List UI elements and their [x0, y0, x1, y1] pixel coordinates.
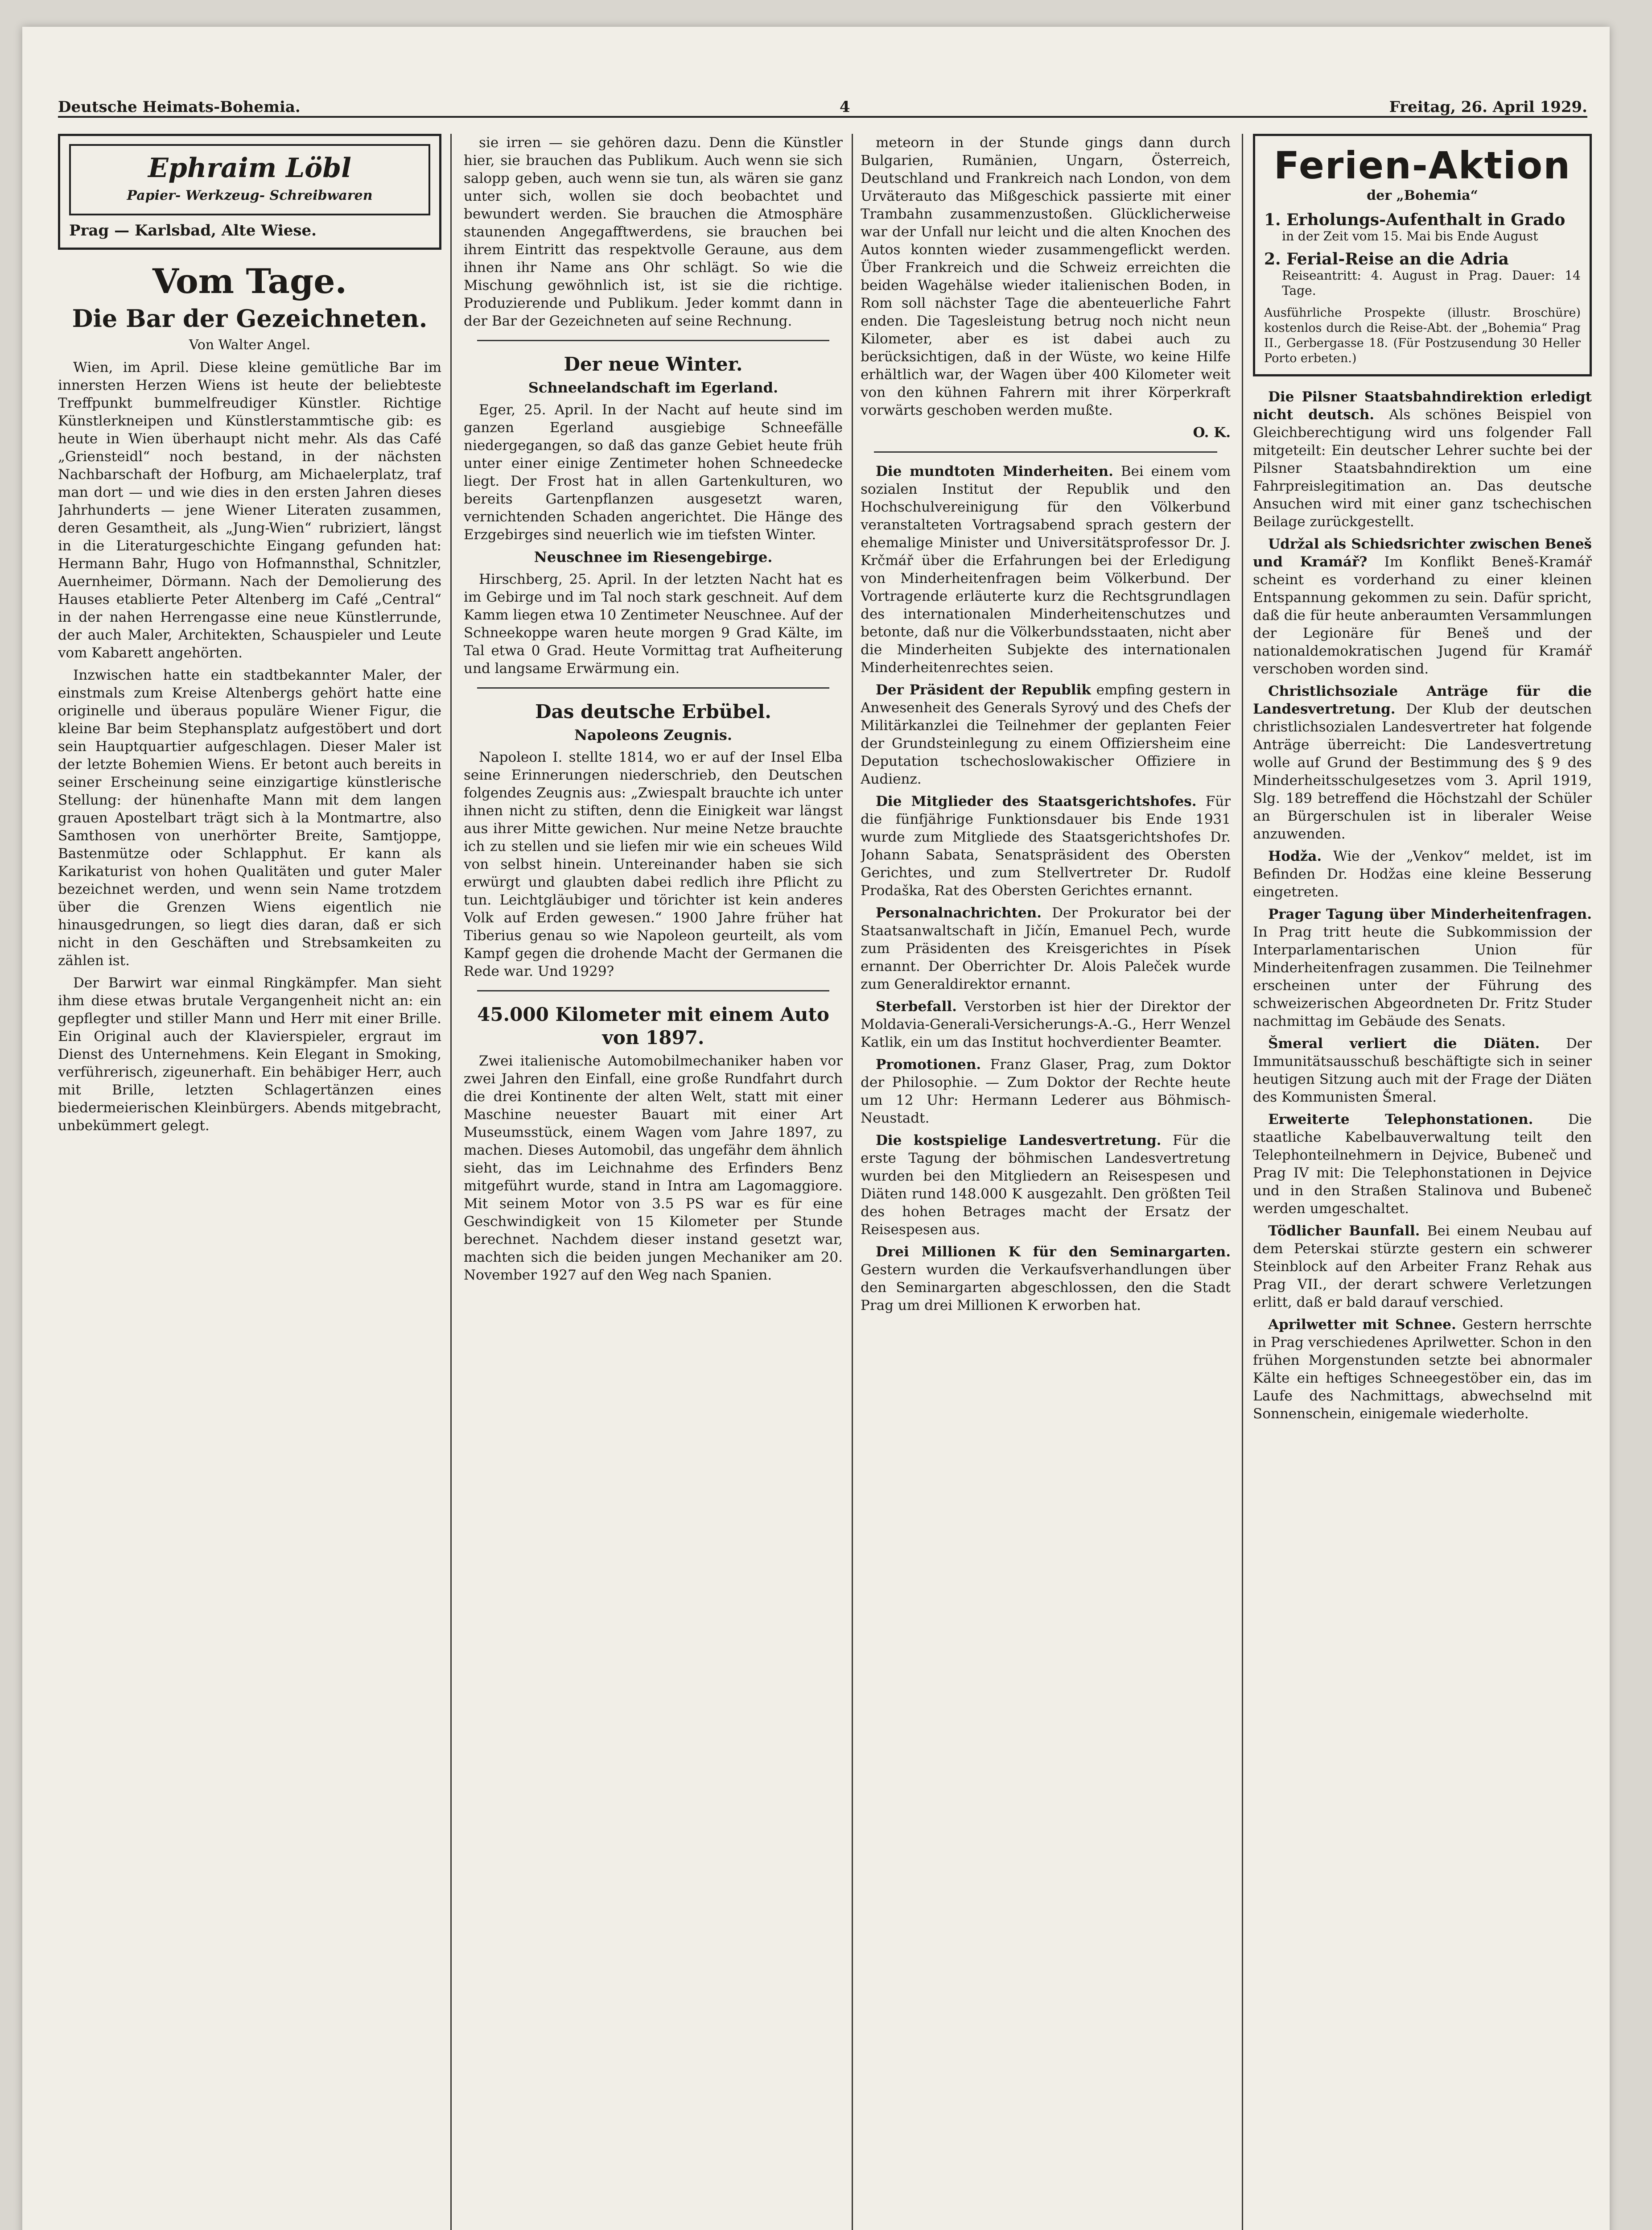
news-item	[861, 1056, 1231, 1127]
column-rule	[1242, 134, 1243, 2230]
section-title: Vom Tage.	[152, 261, 347, 301]
news-text: Für die erste Tagung der böhmischen Landesvertretung wurden bei den Mitgliedern an Reisespesen und Diäten rund 148.000 K ausgezahlt. Den größten Teil des hohen Betrages macht der Ersatz der Reisespesen aus.	[861, 1132, 1231, 1238]
article-paragraph: meteorn in der Stunde gings dann durch Bulgarien, Rumänien, Ungarn, Österreich, Deutschland und Frankreich nach London, von dem Urväterauto das Mißgeschick passierte mit einer Trambahn zusammenzustoßen. Glücklicherweise war der Unfall nur leicht und die alten Knochen des Autos konnten wieder zusammengeflickt werden. Über Frankreich und die Schweiz erreichten die beiden Wagehälse wieder italienischen Boden, in Rom soll nächster Tage die abenteuerliche Fahrt enden. Die Tagesleistung betrug noch nicht neun Kilometer, aber es ist dabei auch zu berücksichtigen, daß in der Wüste, wo keine Hilfe erhältlich war, der Wagen über 400 Kilometer weit von den kühnen Fahrern mit ihrer Körperkraft vorwärts geschoben werden mußte.	[861, 135, 1231, 418]
news-lead: Tödlicher Baunfall.	[1268, 1223, 1420, 1239]
news-text: Der Klub der deutschen christlichsozialen Landesvertreter hat folgende Anträge überreicht: Die Landesvertretung wolle auf Grund der Bestimmung des § 9 des Minderheitsschulgesetzes vom 3. April 1919, Slg. 189 betreffend die Höchstzahl der Schüler an Bürgerschulen ist in liberaler Weise anzuwenden.	[1253, 701, 1592, 842]
article-paragraph: Eger, 25. April. In der Nacht auf heute sind im ganzen Egerland ausgiebige Schneefälle niedergegangen, so daß das ganze Gebiet heute früh unter einer einige Zentimeter hohen Schneedecke liegt. Der Frost hat in allen Gartenkulturen, wo bereits Gartenpflanzen ausgesetzt waren, vernichtenden Schaden angerichtet. Die Hänge des Erzgebirges sind neuerlich wie im tiefsten Winter.	[464, 402, 843, 543]
page-header	[58, 85, 1587, 118]
separator	[874, 451, 1217, 453]
news-item	[1253, 1035, 1592, 1106]
article-subtitle: Neuschnee im Riesengebirge.	[534, 549, 773, 566]
news-text: Der Prokurator bei der Staatsanwaltschaft in Jičín, Emanuel Pech, wurde zum Präsidenten des Kreisgerichtes in Písek ernannt. Der Oberrichter Dr. Alois Paleček wurde zum Generaldirektor ernannt.	[861, 905, 1231, 992]
news-text: Die staatliche Kabelbauverwaltung teilt den Telephonteilnehmern in Dejvice, Bubeneč und Prag IV mit: Die Telephonstationen in Dejvice und in den Straßen Stalinova und Bubeneč werden umgeschaltet.	[1253, 1111, 1592, 1217]
loebl-logo-name: Ephraim Löbl	[148, 153, 351, 184]
column-1	[58, 134, 441, 2230]
header-date: Freitag, 26. April 1929.	[1389, 98, 1587, 116]
loebl-logo	[69, 144, 430, 215]
header-page-number: 4	[839, 98, 850, 116]
ferien-footer: Ausführliche Prospekte (illustr. Broschüre) kostenlos durch die Reise-Abt. der „Bohemia“ Prag II., Gerbergasse 18. (Für Postzusendung 30 Heller Porto erbeten.)	[1264, 306, 1581, 365]
news-text: Gestern wurden die Verkaufsverhandlungen über den Seminargarten abgeschlossen, den die Stadt Prag um drei Millionen K erworben hat.	[861, 1262, 1231, 1313]
column-4	[1253, 134, 1592, 2230]
news-text: Als schönes Beispiel von Gleichberechtigung wird uns folgender Fall mitgeteilt: Ein deutscher Lehrer suchte bei der Pilsner Staatsbahndirektion um eine Fahrpreislegitimation an. Das deutsche Ansuchen wird mit einer ganz tschechischen Beilage zurückgestellt.	[1253, 407, 1592, 530]
news-item	[1253, 1316, 1592, 1423]
article-title: Der neue Winter.	[564, 353, 743, 375]
news-text: Verstorben ist hier der Direktor der Moldavia-Generali-Versicherungs-A.-G., Herr Wenzel Katlik, ein um das Institut hochverdienter Beamter.	[861, 999, 1231, 1050]
header-paper-name: Deutsche Heimats-Bohemia.	[58, 98, 301, 116]
article-subtitle: Napoleons Zeugnis.	[574, 727, 732, 743]
news-item	[861, 681, 1231, 788]
news-lead: Šmeral verliert die Diäten.	[1268, 1036, 1540, 1052]
column-rule	[450, 134, 452, 2230]
article-title: 45.000 Kilometer mit einem Auto von 1897.	[477, 1004, 829, 1049]
newspaper-page	[22, 27, 1610, 2230]
news-text: In Prag tritt heute die Subkommission der Interparlamentarischen Union für Minderheitenfragen zusammen. Die Teilnehmer erscheinen unter der Führung des schweizerischen Abgeordneten Dr. Fritz Studer nachmittag im Gebäude des Senats.	[1253, 924, 1592, 1029]
article-signature: O. K.	[1193, 425, 1231, 441]
separator	[477, 340, 829, 341]
separator	[477, 990, 829, 991]
news-lead: Aprilwetter mit Schnee.	[1268, 1317, 1456, 1333]
article-paragraph: sie irren — sie gehören dazu. Denn die Künstler hier, sie brauchen das Publikum. Auch wenn sie sich salopp geben, auch wenn sie tun, als wären sie ganz unter sich, wollen sie doch beobachtet und bewundert werden. Sie brauchen die Atmosphäre staunenden Angegafftwerdens, sie brauchen bei ihrem Eintritt das respektvolle Geraune, aus dem ihnen ihr Name ans Ohr schlägt. So wie die Mischung gewöhnlich ist, ist sie die richtige. Produzierende und Publikum. Jeder kommt dann in der Bar der Gezeichneten auf seine Rechnung.	[464, 135, 843, 329]
news-lead: Hodža.	[1268, 848, 1322, 864]
article-paragraph: Wien, im April. Diese kleine gemütliche Bar im innersten Herzen Wiens ist heute der beliebteste Treffpunkt bummelfreudiger Künstler. Richtige Künstlerkneipen und Künstlerstammtische gib: es heute in Wien überhaupt nicht mehr. Als das Café „Griensteidl“ noch bestand, in der nächsten Nachbarschaft der Hofburg, am Michaelerplatz, traf man dort — und wie dies in den ersten Jahren dieses Jahrhunderts — jene Wiener Literaten zusammen, deren Gesamtheit, als „Jung-Wien“ rubriziert, längst in die Literaturgeschichte Eingang gefunden hat: Hermann Bahr, Hugo von Hofmannsthal, Schnitzler, Auernheimer, Dörmann. Nach der Demolierung des Hauses etablierte Peter Altenberg im Café „Central“ in der nahen Herrengasse eine neue Künstlerrunde, der auch Maler, Architekten, Schauspieler und Leute vom Kabarett angehörten.	[58, 359, 441, 661]
ferien-item-1: 1. Erholungs-Aufenthalt in Grado	[1264, 211, 1565, 229]
column-rule	[852, 134, 853, 2230]
news-item	[861, 998, 1231, 1051]
news-item	[861, 793, 1231, 900]
news-text: Im Konflikt Beneš-Kramář scheint es vorderhand zu einer kleinen Entspannung gekommen zu sein. Dafür spricht, daß die für heute anberaumten Versammlungen der Legionäre für Beneš und der nationaldemokratischen Jugend für Kramář verschoben worden sind.	[1253, 554, 1592, 677]
news-lead: Die kostspielige Landesvertretung.	[876, 1132, 1162, 1148]
column-3	[861, 134, 1231, 2230]
news-item	[861, 904, 1231, 993]
ferien-item-1-detail: in der Zeit vom 15. Mai bis Ende August	[1282, 229, 1538, 244]
news-text: Für die fünfjährige Funktionsdauer bis Ende 1931 wurde zum Mitgliede des Staatsgerichtshofes Dr. Johann Sabata, Senatspräsident des Obersten Gerichtes, und zum Stellvertreter Dr. Rudolf Prodaška, Rat des Obersten Gerichtes ernannt.	[861, 793, 1231, 899]
news-lead: Promotionen.	[876, 1057, 981, 1073]
news-item	[1253, 905, 1592, 1030]
article-paragraph: Inzwischen hatte ein stadtbekannter Maler, der einstmals zum Kreise Altenbergs gehört hatte eine originelle und überaus populäre Wiener Figur, die kleine Bar beim Stephansplatz aufgestöbert und dort sein Hauptquartier aufgeschlagen. Dieser Maler ist der letzte Bohemien Wiens. Er betont auch bereits in seiner Erscheinung seine einzigartige künstlerische Stellung: der hünenhafte Mann mit dem langen grauen Apostelbart trägt sich à la Montmartre, also Samthosen von unerhörter Breite, Samtjoppe, Bastenmütze oder Schlapphut. Er kann als Karikaturist von hohen Qualitäten und guter Maler bezeichnet werden, und wenn sein Name trotzdem über die Grenzen Wiens eigentlich nie hinausgedrungen, so liegt dies daran, daß er sich nicht in den Geschäften und Strebsamkeiten zu zählen ist.	[58, 667, 441, 969]
news-lead: Udržal als Schiedsrichter zwischen Beneš und Kramář?	[1253, 536, 1592, 570]
news-lead: Drei Millionen K für den Seminargarten.	[876, 1244, 1231, 1260]
ferien-item-2-detail: Reiseantritt: 4. August in Prag. Dauer: 14 Tage.	[1282, 268, 1581, 298]
news-text: Gestern herrschte in Prag verschiedenes Aprilwetter. Schon in den frühen Morgenstunden setzte bei abnormaler Kälte ein heftiges Schneegestöber ein, das im Laufe des Nachmittags, abwechselnd mit Sonnenschein, einigemale wiederholte.	[1253, 1317, 1592, 1422]
loebl-advertisement	[58, 134, 441, 250]
news-item	[1253, 535, 1592, 678]
news-item	[1253, 1222, 1592, 1311]
news-item	[1253, 847, 1592, 901]
article-byline: Von Walter Angel.	[189, 337, 311, 353]
news-text: Bei einem vom sozialen Institut der Republik und den Hochschulvereinigung für den Völkerbund veranstalteten Vortragsabend sprach gestern der ehemalige Minister und Universitätsprofessor Dr. J. Krčmář über die Erfahrungen bei der Erledigung von Minderheitenfragen beim Völkerbund. Der Vortragende erläuterte kurz die Rechtsgrundlagen des internationalen Minderheitenschutzes und betonte, daß nur die Völkerbundsstaaten, nicht aber die Minderheiten Subjekte des internationalen Minderheitenrechtes seien.	[861, 463, 1231, 676]
news-item	[1253, 682, 1592, 843]
ferien-subtitle: der „Bohemia“	[1367, 188, 1478, 203]
loebl-city: Prag — Karlsbad, Alte Wiese.	[69, 222, 317, 240]
separator	[477, 687, 829, 689]
news-lead: Die mundtoten Minderheiten.	[876, 463, 1113, 479]
news-item	[861, 1132, 1231, 1239]
ferien-item-2: 2. Ferial-Reise an die Adria	[1264, 250, 1509, 268]
column-2	[464, 134, 843, 2230]
news-item	[1253, 1111, 1592, 1218]
ferien-title: Ferien-Aktion	[1273, 144, 1571, 187]
ferien-aktion-advertisement	[1253, 134, 1592, 376]
news-lead: Erweiterte Telephonstationen.	[1268, 1111, 1533, 1127]
news-lead: Die Pilsner Staatsbahndirektion erledigt nicht deutsch.	[1253, 389, 1592, 423]
news-item	[861, 1243, 1231, 1314]
news-text: empfing gestern in Anwesenheit des Generals Syrový und des Chefs der Militärkanzlei die Teilnehmer der geplanten Feier der Grundsteinlegung zu einem Offiziersheim eine Deputation tschechoslowakischer Offiziere in Audienz.	[861, 682, 1231, 787]
article-title: Das deutsche Erbübel.	[535, 701, 771, 723]
article-subtitle: Schneelandschaft im Egerland.	[528, 379, 779, 396]
news-item	[1253, 388, 1592, 531]
news-lead: Der Präsident der Republik	[876, 682, 1091, 698]
news-lead: Sterbefall.	[876, 999, 957, 1015]
loebl-logo-tagline: Papier- Werkzeug- Schreibwaren	[127, 188, 373, 203]
article-title: Die Bar der Gezeichneten.	[72, 304, 428, 333]
news-lead: Die Mitglieder des Staatsgerichtshofes.	[876, 793, 1197, 809]
article-paragraph: Der Barwirt war einmal Ringkämpfer. Man sieht ihm diese etwas brutale Vergangenheit nicht an: ein gepflegter und stiller Mann und Herr mit einer Brille. Ein Original auch der Klavierspieler, ergraut im Dienst des Unternehmens. Kein Elegant in Smoking, verführerisch, zigeunerhaft. Ein behäbiger Herr, auch mit Brille, letzten Schlagertänzen eines biedermeierischen Kleinbürgers. Abends mitgebracht, unbekümmert gelegt.	[58, 975, 441, 1134]
article-paragraph: Napoleon I. stellte 1814, wo er auf der Insel Elba seine Erinnerungen niederschrieb, den Deutschen folgendes Zeugnis aus: „Zwiespalt brauchte ich unter ihnen nicht zu stiften, denn die Einigkeit war längst aus ihrer Mitte gewichen. Nur meine Netze brauchte ich zu stellen und sie liefen mir wie ein scheues Wild von selbst hinein. Untereinander haben sie sich erwürgt und glaubten dabei redlich ihre Pflicht zu tun. Leichtgläubiger und törichter ist kein anderes Volk auf Erden gewesen.“ 1900 Jahre früher hat Tiberius genau so wie Napoleon geurteilt, als vom Kampf gegen die drohende Macht der Germanen die Rede war. Und 1929?	[464, 749, 843, 979]
article-paragraph: Zwei italienische Automobilmechaniker haben vor zwei Jahren den Einfall, eine große Rundfahrt durch die drei Kontinente der alten Welt, statt mit einer Maschine neuester Bauart mit einer Art Museumsstück, einem Wagen vom Jahre 1897, zu machen. Dieses Automobil, das ungefähr dem ähnlich sieht, das im Leichnahme des Erfinders Benz mitgeführt wurde, stand in Intra am Lagomaggiore. Mit seinem Motor von 3.5 PS war es für eine Geschwindigkeit von 15 Kilometer per Stunde berechnet. Nachdem dieser instand gesetzt war, machten sich die beiden jungen Mechaniker am 20. November 1927 auf den Weg nach Spanien.	[464, 1053, 843, 1283]
news-lead: Christlichsoziale Anträge für die Landesvertretung.	[1253, 683, 1592, 717]
news-item	[861, 463, 1231, 677]
news-text: Bei einem Neubau auf dem Peterskai stürzte gestern ein schwerer Steinblock auf den Arbeiter Franz Rehak aus Prag VII., der derart schwere Verletzungen erlitt, daß er bald darauf verschied.	[1253, 1223, 1592, 1310]
article-paragraph: Hirschberg, 25. April. In der letzten Nacht hat es im Gebirge und im Tal noch stark geschneit. Auf dem Kamm liegen etwa 10 Zentimeter Neuschnee. Auf der Schneekoppe waren heute morgen 9 Grad Kälte, im Tal etwa 0 Grad. Heute Vormittag trat Aufheiterung und langsame Erwärmung ein.	[464, 571, 843, 677]
news-text: Der Immunitätsausschuß beschäftigte sich in seiner heutigen Sitzung auch mit der Frage der Diäten des Kommunisten Šmeral.	[1253, 1036, 1592, 1105]
news-text: Franz Glaser, Prag, zum Doktor der Philosophie. — Zum Doktor der Rechte heute um 12 Uhr: Hermann Lederer aus Böhmisch-Neustadt.	[861, 1057, 1231, 1126]
news-text: Wie der „Venkov“ meldet, ist im Befinden Dr. Hodžas eine kleine Besserung eingetreten.	[1253, 848, 1592, 900]
news-lead: Prager Tagung über Minderheitenfragen.	[1268, 906, 1592, 922]
news-lead: Personalnachrichten.	[876, 905, 1042, 921]
